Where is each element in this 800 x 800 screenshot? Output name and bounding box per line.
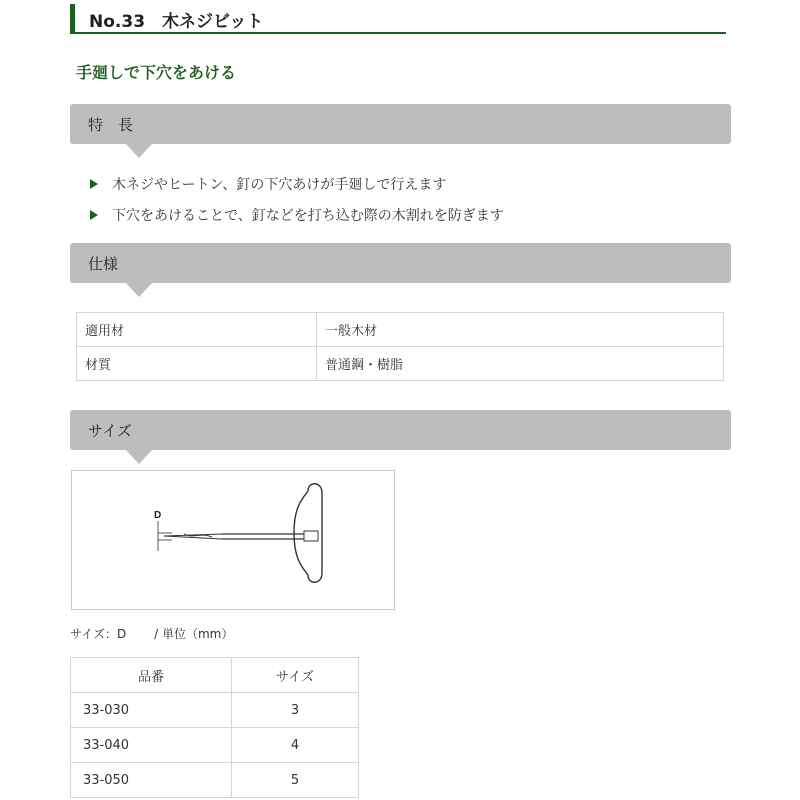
section-notch (126, 450, 152, 464)
size-section-header (70, 410, 731, 450)
features-list (90, 168, 504, 230)
size-table (70, 657, 359, 798)
product-subtitle: 手廻しで下穴をあける (76, 63, 237, 82)
feature-text: 下穴をあけることで、釘などを打ち込む際の木割れを防ぎます (112, 207, 504, 224)
table-row (71, 693, 359, 728)
size-note (70, 625, 233, 642)
feature-text: 木ネジやヒートン、釘の下穴あけが手廻しで行えます (112, 176, 447, 193)
product-title: No.33 木ネジビット (89, 12, 264, 32)
handle-socket (304, 531, 318, 541)
size-value: 5 (232, 763, 359, 798)
features-section-header (70, 104, 731, 144)
bullet-triangle-icon (90, 179, 98, 189)
section-notch (126, 283, 152, 297)
size-note-unit: / 単位（mm） (154, 627, 234, 641)
bullet-triangle-icon (90, 210, 98, 220)
product-title-bar (70, 4, 726, 34)
size-heading: サイズ (88, 422, 132, 440)
table-header-row (71, 658, 359, 693)
column-header-code: 品番 (71, 658, 232, 693)
list-item (90, 199, 504, 230)
table-row (71, 763, 359, 798)
size-value: 3 (232, 693, 359, 728)
part-number: 33-050 (71, 763, 232, 798)
size-note-size: サイズ：D (70, 627, 127, 641)
specs-section-header (70, 243, 731, 283)
list-item (90, 168, 504, 199)
drill-tip (164, 534, 222, 539)
specs-table (76, 312, 724, 381)
spec-key: 適用材 (77, 313, 317, 347)
column-header-size: サイズ (232, 658, 359, 693)
part-number: 33-040 (71, 728, 232, 763)
table-row (77, 347, 724, 381)
part-number: 33-030 (71, 693, 232, 728)
features-heading: 特 長 (88, 116, 134, 134)
spec-value: 普通鋼・樹脂 (317, 347, 724, 381)
wood-screw-bit-drawing (72, 471, 394, 609)
table-row (71, 728, 359, 763)
size-value: 4 (232, 728, 359, 763)
specs-heading: 仕様 (88, 255, 119, 273)
table-row (77, 313, 724, 347)
spec-key: 材質 (77, 347, 317, 381)
section-notch (126, 144, 152, 158)
spec-value: 一般木材 (317, 313, 724, 347)
dimension-label: D (154, 510, 162, 521)
bit-diagram (71, 470, 395, 610)
